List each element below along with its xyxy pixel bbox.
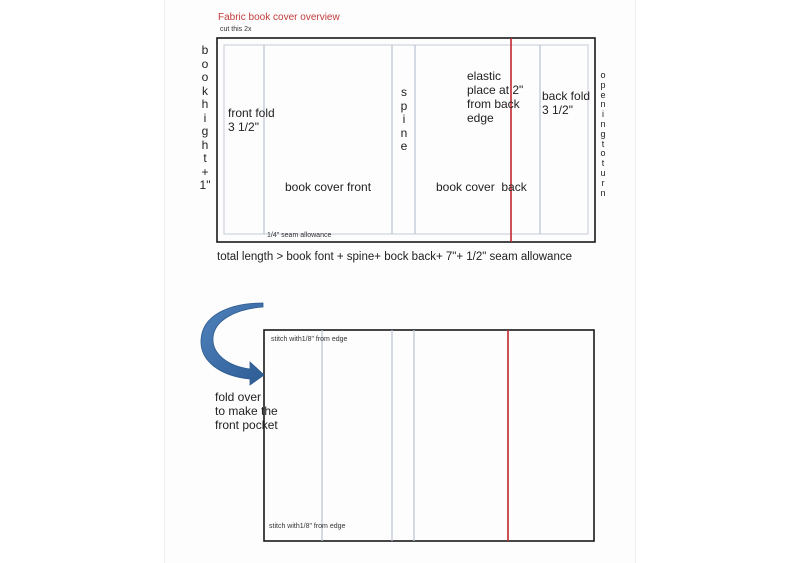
cut-note: cut this 2x [220, 26, 252, 33]
book-height-label: b o o k h i g h t + 1" [199, 43, 211, 192]
bottom-panel-outline [264, 330, 594, 541]
opening-to-turn-label: o p e n i n g t o t u r n [600, 70, 606, 198]
seam-allowance-note: 1/4" seam allowance [267, 232, 332, 239]
spine-label: s p i n e [400, 85, 408, 153]
book-cover-back-label: book cover back [436, 180, 527, 194]
book-cover-front-label: book cover front [285, 180, 372, 194]
stitch-note-bottom: stitch with1/8" from edge [269, 523, 346, 530]
fold-over-label: fold over to make the front pocket [215, 390, 278, 432]
stitch-note-top: stitch with1/8" from edge [271, 336, 348, 343]
diagram-title: Fabric book cover overview [218, 12, 340, 23]
curved-arrow-icon [201, 303, 264, 385]
elastic-label: elastic place at 2" from back edge [467, 69, 524, 125]
back-fold-label: back fold 3 1/2" [542, 89, 591, 117]
front-fold-label: front fold 3 1/2" [228, 106, 275, 134]
total-length-caption: total length > book font + spine+ bock back+ 7"+ 1/2" seam allowance [217, 251, 572, 263]
